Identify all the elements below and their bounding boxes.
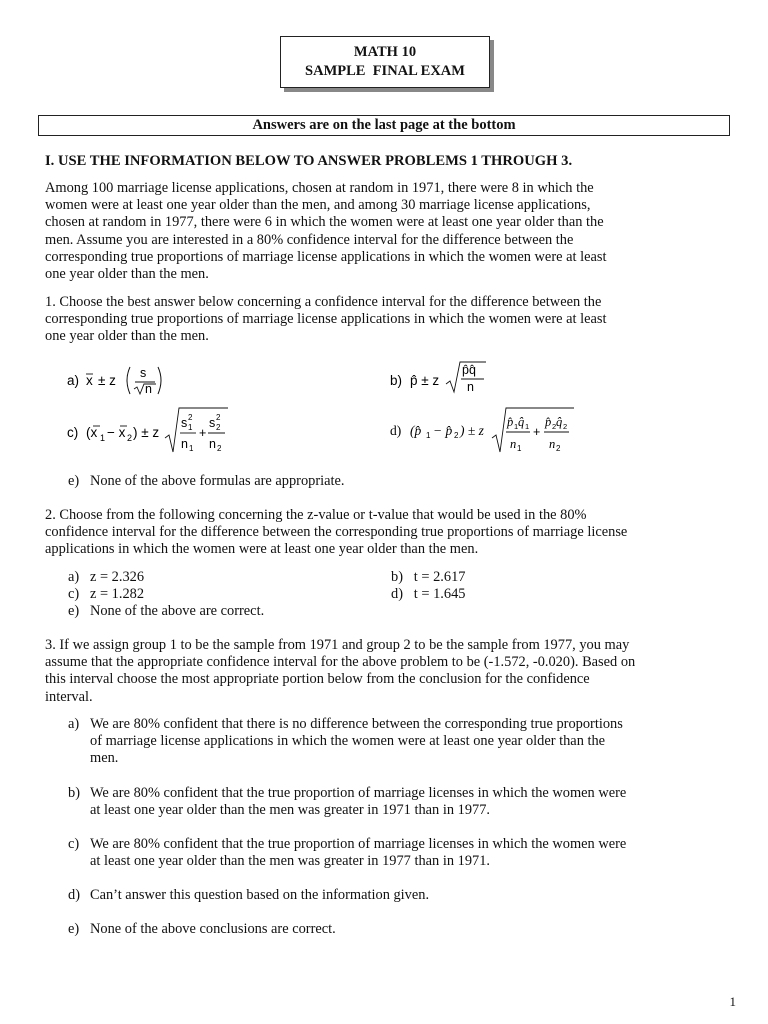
svg-text:2: 2 — [454, 431, 459, 440]
svg-text:1: 1 — [100, 433, 106, 443]
option-line: of marriage license applications in which the women were at least one year older than the — [90, 733, 606, 750]
formula-b — [410, 362, 486, 394]
svg-text:s: s — [140, 366, 147, 380]
q1-line: corresponding true proportions of marriage license applications in which the women were at least — [45, 311, 607, 328]
question-3 — [45, 637, 731, 706]
svg-text:) ± z: ) ± z — [460, 423, 484, 438]
svg-text:(p̂: (p̂ — [410, 423, 422, 438]
svg-text:+: + — [533, 425, 541, 439]
q3-line: assume that the appropriate confidence interval for the above problem to be (-1.572, -0.020). Based on — [45, 654, 636, 671]
option-label: c) — [68, 836, 80, 852]
q3-line: this interval choose the most appropriate portion below from the conclusion for the confidence — [45, 671, 590, 688]
svg-text:p̂: p̂ — [545, 415, 552, 429]
svg-text:n: n — [209, 437, 216, 451]
q1-label-d: d) — [390, 423, 402, 438]
formula-d — [410, 408, 574, 453]
svg-text:x: x — [86, 373, 93, 388]
option-line: at least one year older than the men was greater in 1971 than in 1977. — [90, 802, 491, 819]
q3-option-a[interactable] — [68, 716, 728, 768]
svg-text:1: 1 — [525, 422, 530, 431]
intro-line: chosen at random in 1977, there were 6 in which the women were at least one year older than the — [45, 214, 604, 231]
svg-text:1: 1 — [188, 423, 193, 432]
svg-text:n: n — [145, 382, 152, 396]
q1-line: 1. Choose the best answer below concerning a confidence interval for the difference between the — [45, 294, 602, 310]
section-heading: I. USE THE INFORMATION BELOW TO ANSWER PROBLEMS 1 THROUGH 3. — [45, 153, 573, 169]
svg-text:1: 1 — [517, 444, 522, 453]
q2-option-d[interactable]: d) t = 1.645 — [391, 586, 466, 602]
formula-c — [86, 408, 228, 453]
svg-text:) ± z: ) ± z — [133, 425, 160, 440]
svg-text:2: 2 — [563, 422, 568, 431]
q1-option-e[interactable]: e) None of the above formulas are appropriate. — [68, 473, 345, 489]
exam-title: SAMPLE FINAL EXAM — [305, 63, 465, 79]
q2-line: confidence interval for the difference between the corresponding true proportions of marriage license — [45, 524, 628, 541]
q1-label-a: a) — [67, 373, 80, 388]
svg-text:1: 1 — [189, 444, 194, 453]
q3-option-e[interactable] — [68, 921, 728, 938]
svg-text:p̂ ± z: p̂ ± z — [410, 373, 440, 388]
intro-line: Among 100 marriage license applications, chosen at random in 1971, there were 8 in which the — [45, 180, 594, 196]
q2-line: applications in which the women were at least one year older than the men. — [45, 541, 479, 558]
option-line: We are 80% confident that the true proportion of marriage licenses in which the women were — [90, 836, 627, 852]
intro-line: corresponding true proportions of marriage license applications in which the women were at least — [45, 248, 607, 265]
option-label: e) — [68, 921, 80, 937]
course-title: MATH 10 — [353, 44, 417, 60]
svg-text:q̂: q̂ — [556, 415, 563, 429]
svg-text:(x: (x — [86, 425, 98, 440]
svg-text:2: 2 — [127, 433, 133, 443]
q3-option-b[interactable] — [68, 785, 728, 819]
svg-text:s: s — [209, 416, 216, 430]
intro-line: one year older than the men. — [45, 266, 209, 283]
svg-text:1: 1 — [426, 431, 431, 440]
svg-text:2: 2 — [216, 413, 221, 422]
svg-text:p̂: p̂ — [507, 415, 514, 429]
svg-text:1: 1 — [514, 422, 519, 431]
q1-label-c: c) — [67, 425, 79, 440]
exam-title-box — [280, 36, 490, 88]
q2-line: 2. Choose from the following concerning the z-value or t-value that would be used in the 80% — [45, 507, 587, 523]
q3-option-d[interactable] — [68, 887, 728, 904]
svg-text:q̂: q̂ — [518, 415, 525, 429]
option-line: Can’t answer this question based on the information given. — [90, 887, 430, 903]
svg-text:n: n — [181, 437, 188, 451]
option-label: b) — [68, 785, 80, 801]
q2-option-c[interactable]: c) z = 1.282 — [68, 586, 145, 602]
svg-text:s: s — [181, 416, 188, 430]
q3-line: interval. — [45, 688, 93, 705]
svg-text:p̂q̂: p̂q̂ — [462, 363, 476, 377]
option-line: at least one year older than the men was greater in 1977 than in 1971. — [90, 853, 491, 870]
svg-text:n: n — [510, 437, 517, 451]
option-line: We are 80% confident that there is no difference between the corresponding true proportions — [90, 716, 623, 732]
q1-label-b: b) — [390, 373, 403, 388]
formula-a — [86, 366, 161, 396]
q1-line: one year older than the men. — [45, 328, 209, 345]
option-line: We are 80% confident that the true proportion of marriage licenses in which the women were — [90, 785, 627, 801]
q1-formula-options — [60, 358, 620, 468]
intro-paragraph — [45, 180, 731, 283]
q3-line: 3. If we assign group 1 to be the sample from 1971 and group 2 to be the sample from 1977, you may — [45, 637, 630, 653]
svg-text:n: n — [549, 437, 556, 451]
option-label: d) — [68, 887, 80, 903]
svg-text:2: 2 — [216, 423, 221, 432]
svg-text:+: + — [199, 426, 207, 440]
svg-text:2: 2 — [552, 422, 557, 431]
option-line: None of the above conclusions are correct. — [90, 921, 336, 937]
intro-line: women were at least one year older than the men, and among 30 marriage license applications, — [45, 197, 591, 214]
answers-note: Answers are on the last page at the bottom — [38, 115, 730, 136]
q2-option-a[interactable]: a) z = 2.326 — [68, 569, 145, 585]
q3-option-c[interactable] — [68, 836, 728, 870]
page-number: 1 — [729, 994, 736, 1009]
svg-text:2: 2 — [217, 444, 222, 453]
svg-text:− p̂: − p̂ — [433, 423, 453, 438]
option-label: a) — [68, 716, 80, 732]
question-1 — [45, 294, 731, 346]
q2-option-b[interactable]: b) t = 2.617 — [391, 569, 466, 585]
question-2 — [45, 507, 731, 559]
svg-text:± z: ± z — [98, 373, 116, 388]
intro-line: men. Assume you are interested in a 80% confidence interval for the difference between the — [45, 231, 574, 248]
svg-text:− x: − x — [107, 425, 126, 440]
svg-text:2: 2 — [556, 444, 561, 453]
option-line: men. — [90, 750, 119, 767]
q2-option-e[interactable]: e) None of the above are correct. — [68, 603, 265, 619]
svg-text:2: 2 — [188, 413, 193, 422]
svg-text:n: n — [467, 380, 474, 394]
